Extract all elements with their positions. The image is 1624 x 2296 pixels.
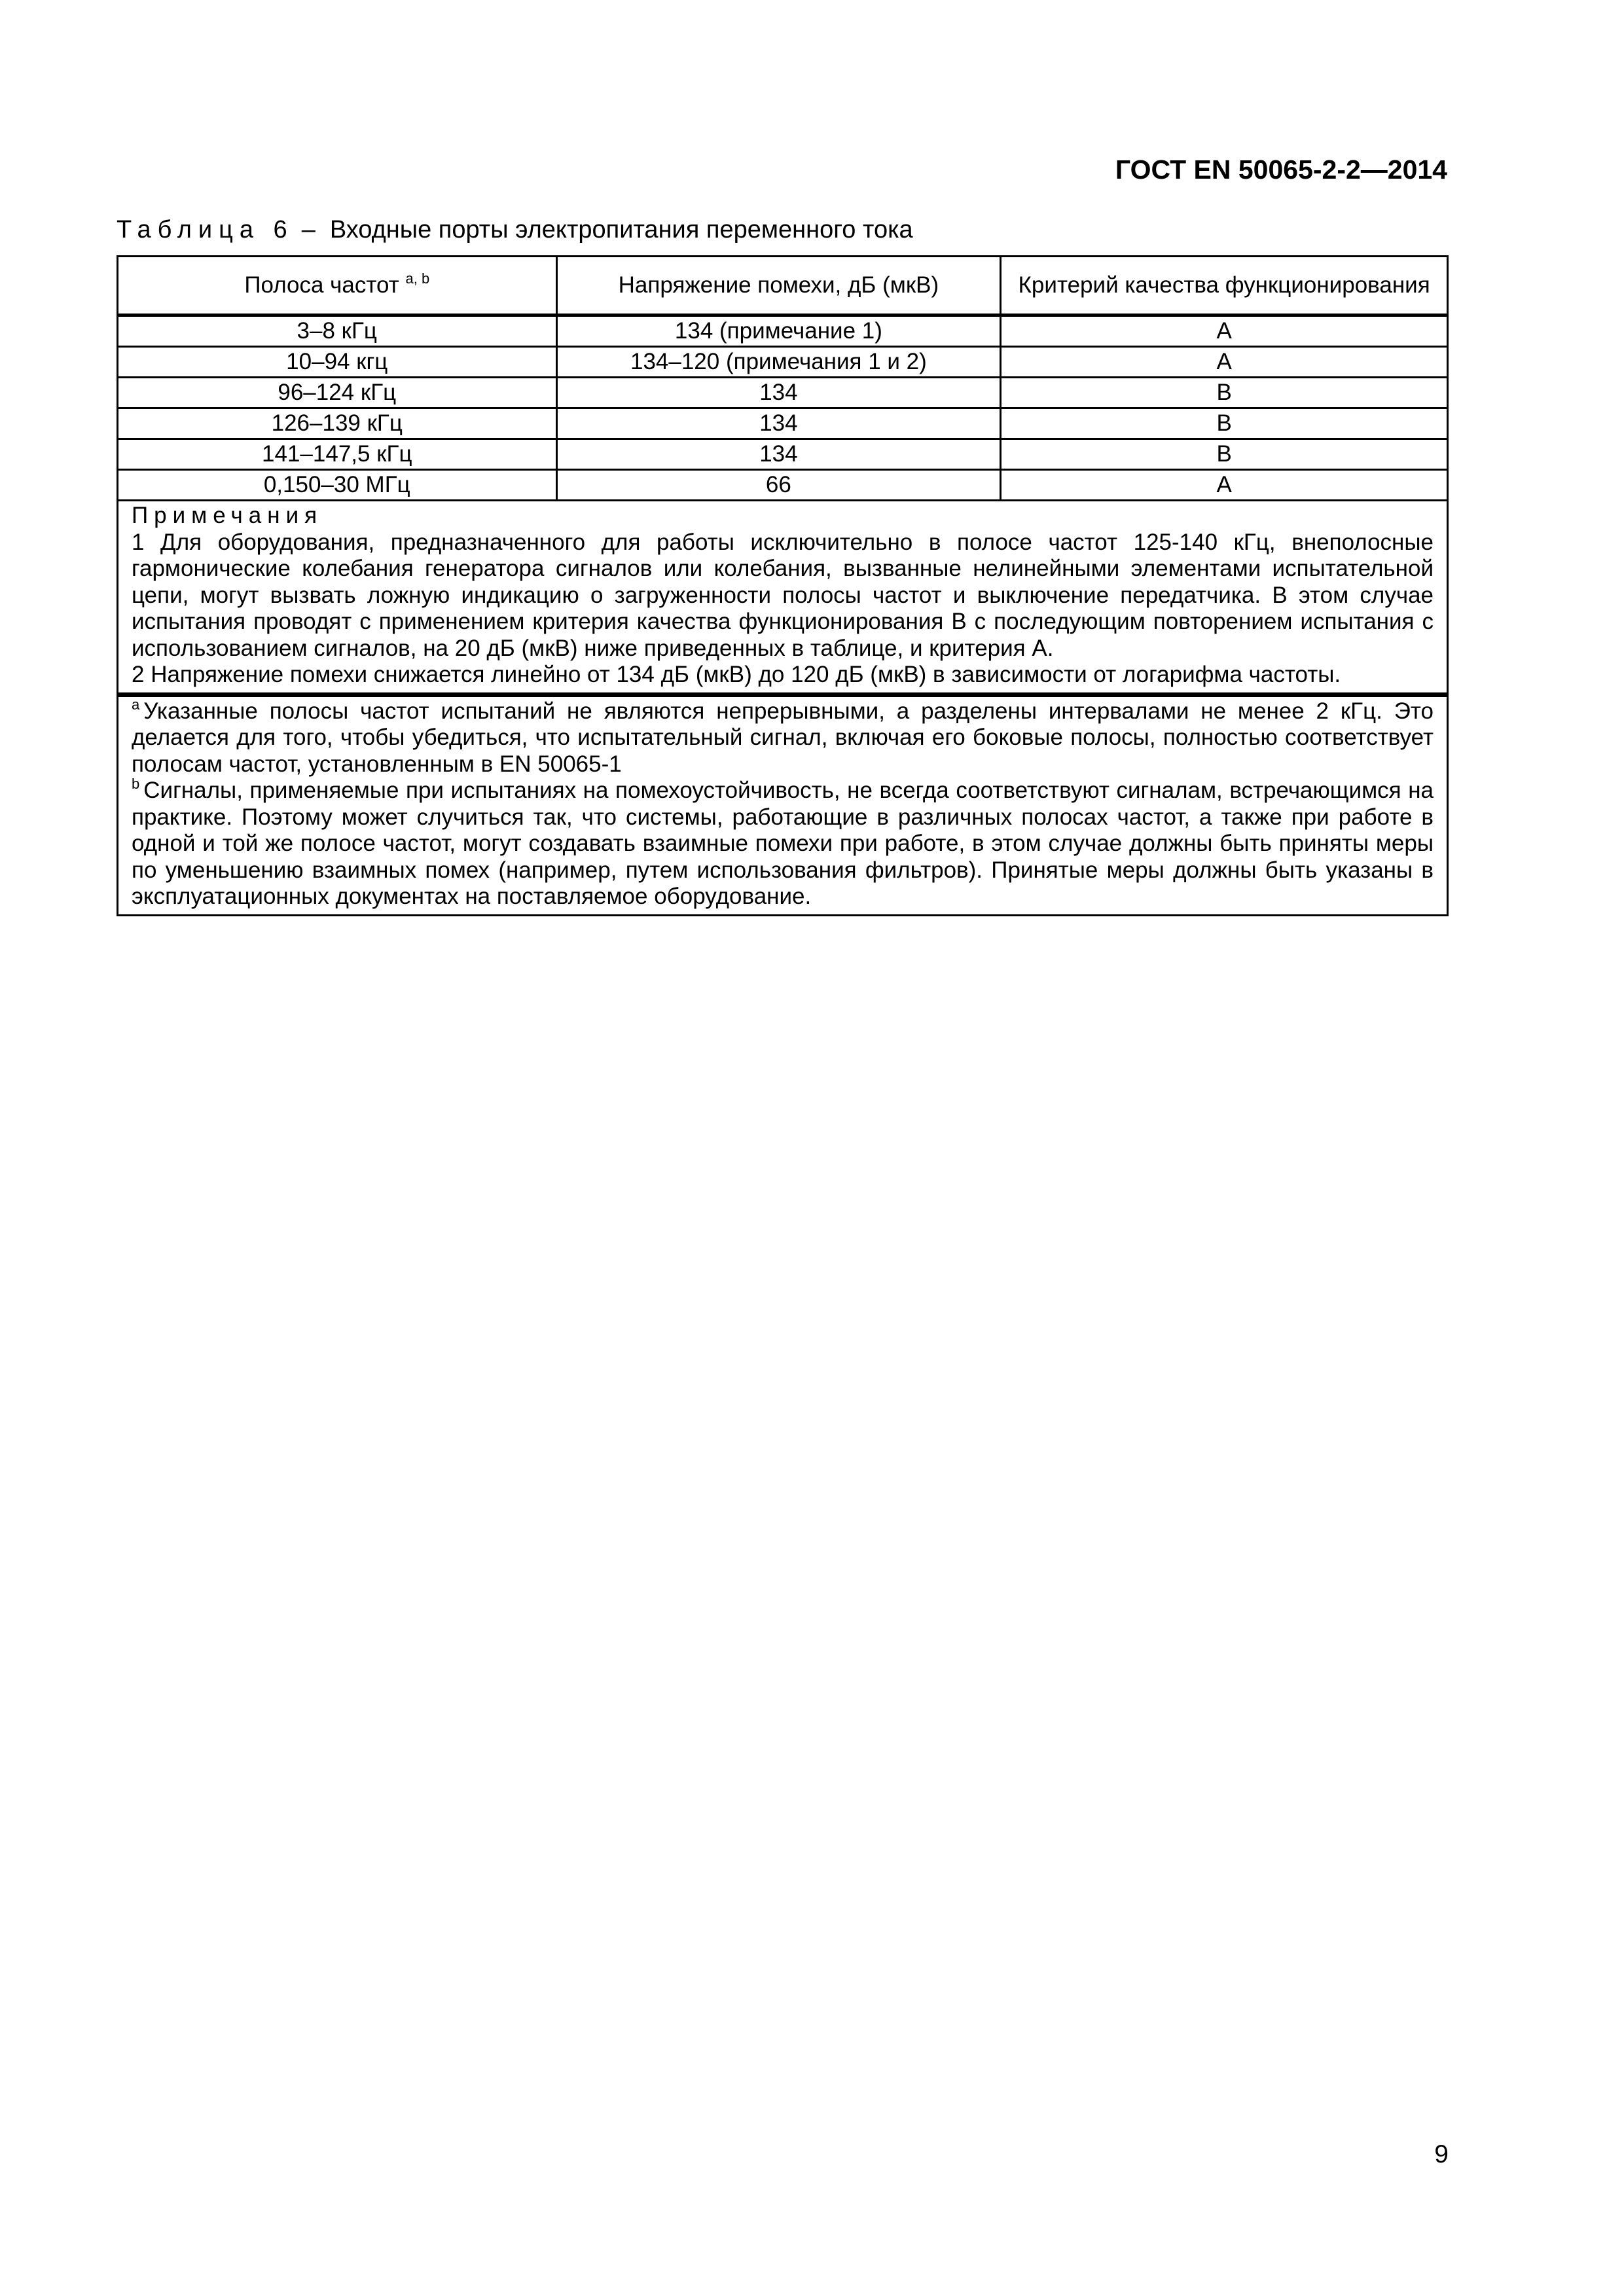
note-1: 1 Для оборудования, предназначенного для работы исключительно в полосе частот 125-140 кГц, внеполосные гармонические колебания генератора сигналов или колебания, вызванные нелинейными элементами испытательной цепи, могут вызвать ложную индикацию о загруженности полосы частот и выключение передатчика. В этом случае испытания проводят с применением критерия качества функционирования B с последующим повторением испытания с использованием сигналов, на 20 дБ (мкВ) ниже приведенных в таблице, и критерия A. (132, 529, 1434, 661)
footnote-a-text: Указанные полосы частот испытаний не являются непрерывными, а разделены интервалами не менее 2 кГц. Это делается для того, чтобы убедиться, что испытательный сигнал, включая его боковые полосы, полностью соответствует полосам частот, установленным в EN 50065-1 (132, 698, 1434, 777)
table-caption-label: Таблица 6 (117, 216, 294, 243)
table-row (118, 408, 1448, 439)
cell-criterion: B (1001, 408, 1448, 439)
cell-voltage: 134–120 (примечания 1 и 2) (556, 347, 1001, 378)
data-table (117, 255, 1449, 501)
column-header-label: Критерий качества функционирования (1018, 272, 1430, 298)
cell-voltage: 134 (556, 408, 1001, 439)
table-row (118, 470, 1448, 501)
cell-voltage: 134 (556, 439, 1001, 470)
document-code: ГОСТ EN 50065-2-2—2014 (1115, 154, 1447, 185)
column-header-frequency (118, 257, 557, 315)
table-header-row (118, 257, 1448, 315)
cell-frequency: 0,150–30 МГц (118, 470, 557, 501)
cell-criterion: A (1001, 470, 1448, 501)
table-row (118, 378, 1448, 408)
notes-section (117, 501, 1449, 694)
column-header-voltage (556, 257, 1001, 315)
cell-voltage: 66 (556, 470, 1001, 501)
cell-criterion: A (1001, 347, 1448, 378)
cell-criterion: B (1001, 378, 1448, 408)
footnote-b (132, 778, 1434, 910)
cell-frequency: 141–147,5 кГц (118, 439, 557, 470)
note-2: 2 Напряжение помехи снижается линейно от 134 дБ (мкВ) до 120 дБ (мкВ) в зависимости от логарифма частоты. (132, 662, 1341, 687)
cell-criterion: B (1001, 439, 1448, 470)
footnote-a-mark: a (132, 696, 140, 713)
cell-frequency: 126–139 кГц (118, 408, 557, 439)
page-number: 9 (1434, 2140, 1449, 2168)
cell-frequency: 3–8 кГц (118, 315, 557, 347)
footnotes-section (117, 694, 1449, 916)
table-caption (117, 216, 913, 244)
table-caption-title: Входные порты электропитания переменного тока (329, 216, 913, 243)
footnote-b-mark: b (132, 776, 140, 792)
footnote-a (132, 698, 1434, 778)
column-header-footnote-ref: a, b (405, 270, 430, 287)
cell-criterion: A (1001, 315, 1448, 347)
table-row (118, 347, 1448, 378)
column-header-label: Полоса частот (244, 272, 399, 298)
cell-voltage: 134 (примечание 1) (556, 315, 1001, 347)
column-header-label: Напряжение помехи, дБ (мкВ) (618, 272, 939, 298)
cell-frequency: 10–94 кгц (118, 347, 557, 378)
table-row (118, 315, 1448, 347)
column-header-criterion (1001, 257, 1448, 315)
cell-voltage: 134 (556, 378, 1001, 408)
table-frame (117, 255, 1449, 916)
cell-frequency: 96–124 кГц (118, 378, 557, 408)
table-row (118, 439, 1448, 470)
notes-heading: Примечания (132, 503, 323, 528)
table-caption-dash: – (301, 216, 316, 243)
footnote-b-text: Сигналы, применяемые при испытаниях на помехоустойчивость, не всегда соответствуют сигналам, встречающимся на практике. Поэтому может случиться так, что системы, работающие в различных полосах частот, а также при работе в одной и той же полосе частот, могут создавать взаимные помехи при работе, в этом случае должны быть приняты меры по уменьшению взаимных помех (например, путем использования фильтров). Принятые меры должны быть указаны в эксплуатационных документах на поставляемое оборудование. (132, 778, 1434, 909)
